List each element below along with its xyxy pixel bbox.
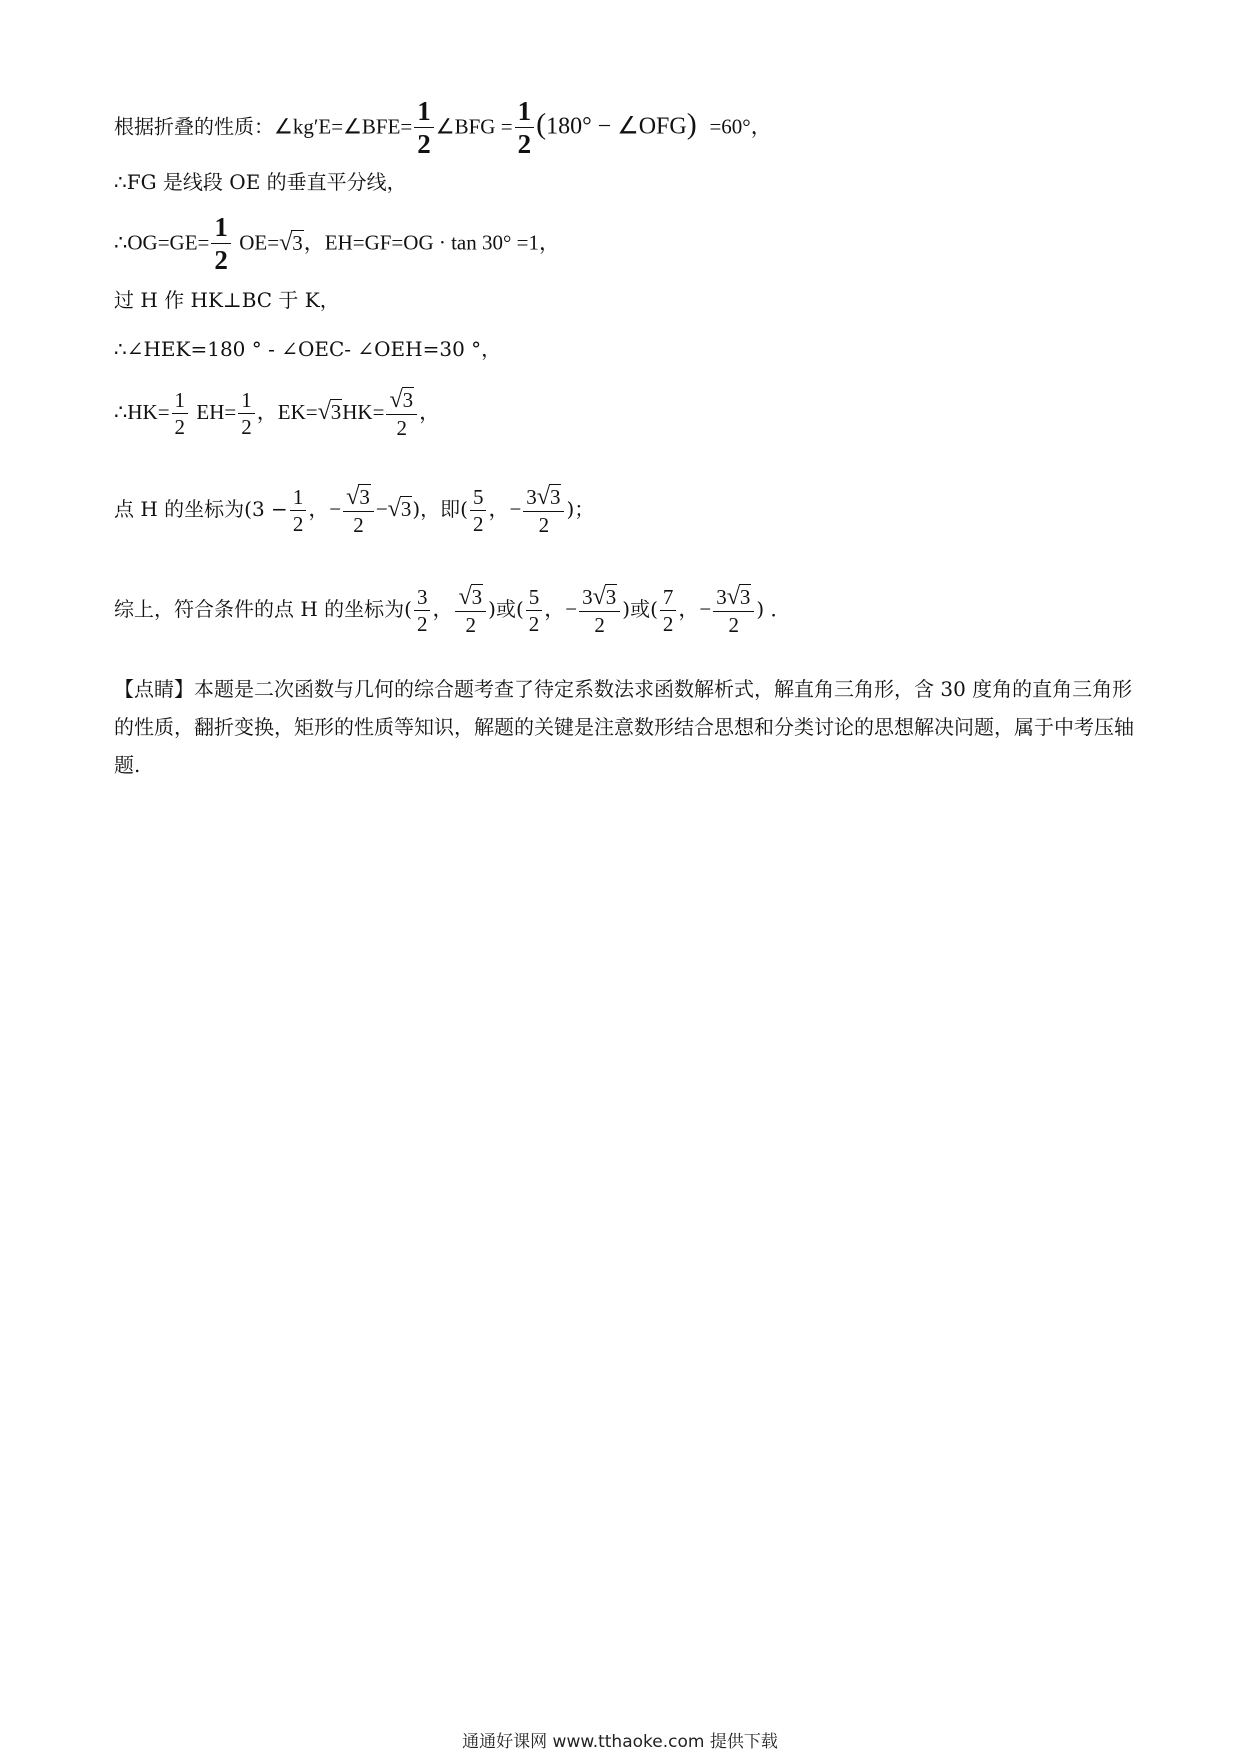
radicand: 3 bbox=[359, 485, 370, 509]
fraction bbox=[343, 485, 374, 536]
coefficient: 3 bbox=[526, 485, 537, 509]
line-text: )，即( bbox=[412, 497, 468, 521]
math-text: EH= bbox=[196, 400, 237, 424]
line-text: ) ． bbox=[756, 597, 791, 621]
solution-line-5 bbox=[114, 339, 501, 359]
math-text: ∴OG=GE= bbox=[114, 230, 210, 255]
numerator: 1 bbox=[517, 96, 532, 126]
solution-line-2 bbox=[114, 172, 407, 192]
radicand: 3 bbox=[549, 485, 561, 509]
line-text: )或( bbox=[488, 597, 524, 621]
fraction bbox=[386, 388, 417, 439]
square-root: √3 bbox=[389, 387, 414, 413]
math-text: ∴HK= bbox=[114, 400, 170, 424]
fraction bbox=[526, 584, 543, 636]
denominator: 2 bbox=[414, 610, 431, 635]
math-text: ∠kg′E=∠BFE= bbox=[274, 114, 413, 139]
math-text: − bbox=[375, 497, 388, 521]
solution-line-3 bbox=[114, 214, 560, 274]
math-text: ，EK= bbox=[256, 400, 318, 424]
numerator: 5 bbox=[528, 584, 540, 609]
numerator: 5 bbox=[472, 484, 484, 509]
fraction bbox=[470, 484, 487, 536]
fraction bbox=[238, 387, 255, 439]
solution-line-6 bbox=[114, 388, 440, 439]
denominator: 2 bbox=[523, 511, 564, 536]
radicand: 3 bbox=[330, 400, 342, 424]
math-text: ，EH=GF=OG · tan 30° =1， bbox=[303, 230, 560, 255]
line-text: ∴∠HEK=180 ° - ∠OEC- ∠OEH=30 °， bbox=[114, 337, 502, 361]
fraction bbox=[414, 98, 434, 158]
math-text: =60°， bbox=[709, 114, 772, 139]
math-text: ∠BFG = bbox=[435, 114, 513, 139]
paren: ( bbox=[536, 107, 547, 141]
math-text: ，− bbox=[488, 497, 522, 521]
radicand: 3 bbox=[605, 585, 617, 609]
comment-paragraph: 【点睛】本题是二次函数与几何的综合题考查了待定系数法求函数解析式，解直角三角形，含 30 度角的直角三角形的性质，翻折变换，矩形的性质等知识，解题的关键是注意数形结合思想和分类讨论的思想解决问题，属于中考压轴题. bbox=[114, 677, 1134, 777]
radicand: 3 bbox=[471, 585, 483, 609]
fraction bbox=[713, 585, 754, 636]
line-text: 综上，符合条件的点 H 的坐标为( bbox=[114, 597, 412, 621]
fraction bbox=[172, 387, 189, 439]
line-text: )； bbox=[566, 497, 595, 521]
square-root: √3 bbox=[317, 399, 342, 425]
denominator: 2 bbox=[660, 610, 677, 635]
fraction bbox=[211, 214, 231, 274]
square-root: √3 bbox=[726, 584, 751, 610]
fraction bbox=[515, 98, 535, 158]
denominator: 2 bbox=[172, 413, 189, 438]
math-text: HK= bbox=[342, 400, 385, 424]
solution-line-4 bbox=[114, 290, 340, 310]
footer-watermark: 通通好课网 www.tthaoke.com 提供下载 bbox=[462, 1732, 778, 1752]
square-root: √3 bbox=[387, 496, 412, 522]
fraction bbox=[414, 584, 431, 636]
denominator: 2 bbox=[386, 414, 417, 439]
math-text: 180° − ∠OFG bbox=[546, 113, 687, 140]
denominator: 2 bbox=[290, 510, 307, 535]
coefficient: 3 bbox=[582, 585, 593, 609]
math-text: ，− bbox=[544, 597, 578, 621]
denominator: 2 bbox=[455, 611, 486, 636]
math-text: OE= bbox=[239, 230, 280, 255]
denominator: 2 bbox=[414, 127, 434, 158]
line-text: )或( bbox=[622, 597, 658, 621]
math-text: ， bbox=[432, 597, 454, 621]
line-text: 过 H 作 HK⊥BC 于 K， bbox=[114, 288, 340, 312]
numerator: 1 bbox=[417, 96, 431, 126]
fraction bbox=[523, 485, 564, 536]
denominator: 2 bbox=[238, 413, 255, 438]
math-text: ，− bbox=[308, 497, 342, 521]
denominator: 2 bbox=[515, 127, 535, 158]
solution-line-7 bbox=[114, 485, 594, 536]
denominator: 2 bbox=[470, 510, 487, 535]
numerator: 1 bbox=[241, 387, 252, 412]
square-root: √3 bbox=[536, 484, 561, 510]
numerator: 1 bbox=[174, 387, 186, 412]
line-text: 点 H 的坐标为(3 − bbox=[114, 497, 288, 521]
denominator: 2 bbox=[579, 611, 620, 636]
denominator: 2 bbox=[713, 611, 754, 636]
math-text: ，− bbox=[678, 597, 712, 621]
numerator: 3 bbox=[416, 584, 428, 609]
solution-line-1 bbox=[114, 98, 772, 158]
radicand: 3 bbox=[292, 230, 303, 255]
radicand: 3 bbox=[400, 497, 412, 521]
paren: ) bbox=[686, 107, 697, 141]
fraction bbox=[290, 484, 307, 536]
fraction bbox=[579, 585, 620, 636]
denominator: 2 bbox=[343, 511, 374, 536]
square-root: √3 bbox=[458, 584, 483, 610]
math-text: ， bbox=[419, 400, 441, 424]
square-root: √3 bbox=[279, 229, 303, 256]
coefficient: 3 bbox=[716, 585, 727, 609]
line-text: ∴FG 是线段 OE 的垂直平分线， bbox=[114, 170, 407, 194]
fraction bbox=[455, 585, 486, 636]
numerator: 1 bbox=[214, 212, 228, 242]
denominator: 2 bbox=[526, 610, 543, 635]
solution-line-8 bbox=[114, 585, 791, 636]
fraction bbox=[660, 584, 677, 636]
radicand: 3 bbox=[739, 585, 751, 609]
radicand: 3 bbox=[402, 388, 414, 412]
square-root: √3 bbox=[346, 484, 370, 510]
numerator: 7 bbox=[662, 584, 674, 609]
line-text: 根据折叠的性质： bbox=[114, 114, 274, 139]
square-root: √3 bbox=[592, 584, 617, 610]
numerator: 1 bbox=[292, 484, 304, 509]
denominator: 2 bbox=[211, 243, 231, 274]
